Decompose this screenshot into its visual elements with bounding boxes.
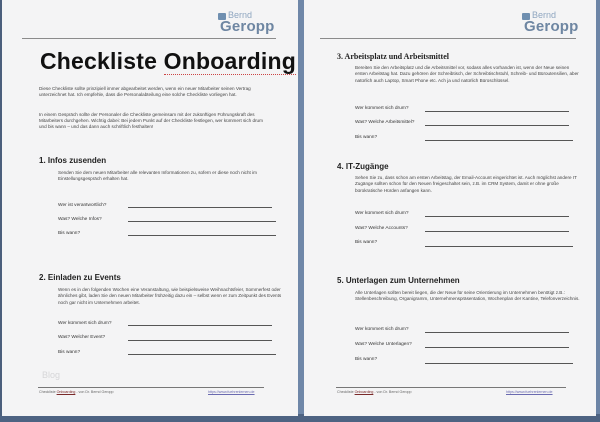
footer-left xyxy=(39,390,114,394)
field-label: Bis wann? xyxy=(58,231,81,236)
header-rule xyxy=(22,38,276,39)
fill-in-line[interactable] xyxy=(128,325,272,326)
blog-watermark: Blog xyxy=(42,370,61,380)
fill-in-line[interactable] xyxy=(425,140,573,141)
field-label: Wer kümmert sich drum? xyxy=(355,106,409,111)
fill-in-line[interactable] xyxy=(425,332,569,333)
logo xyxy=(218,10,278,36)
field-label: Wer ist verantwortlich? xyxy=(58,203,107,208)
footer-url-link[interactable]: https://www.fuehrenlernen.de xyxy=(208,390,255,394)
fill-in-line[interactable] xyxy=(425,246,573,247)
logo-last-name: Geropp xyxy=(524,18,579,35)
footer-prefix: Checkliste xyxy=(39,390,57,394)
section-text: Bereiten Sie den Arbeitsplatz und die Arbeitsmittel vor, sodass alles vorhanden ist, wenn der Neue seinen ersten Arbeitstag hat. Dazu gehören der Schreibtisch, der Schreibtischstuhl, Schreib- und Büroutensilien, aber natürlich auch Laptop, Smart Phone etc. Ach ja und natürlich Büroschlüssel. xyxy=(355,65,579,83)
section-text: Alle Unterlagen sollten bereit liegen, die der Neue für seine Orientierung im Unternehmen benötigt z.B.: Stellenbeschreibung, Organigramm, Unternehmenspräsentation, Wochenplan der Kantine, Telefonverzeichnis. xyxy=(355,290,580,302)
logo-first-name: Bernd xyxy=(228,10,253,20)
logo xyxy=(522,10,582,36)
field-label: Wer kümmert sich drum? xyxy=(355,327,409,332)
fill-in-line[interactable] xyxy=(128,235,276,236)
field-label: Was? Welcher Event? xyxy=(58,335,106,340)
fill-in-line[interactable] xyxy=(425,231,569,232)
footer-author: - von Dr. Bernd Geropp xyxy=(75,390,114,394)
window-edge xyxy=(596,0,600,422)
title-part-2: Onboarding xyxy=(163,48,296,74)
fill-in-line[interactable] xyxy=(128,221,276,222)
page-2 xyxy=(304,0,596,416)
fill-in-line[interactable] xyxy=(425,125,569,126)
field-label: Wer kümmert sich drum? xyxy=(58,321,112,326)
fill-in-line[interactable] xyxy=(425,347,569,348)
footer-author: - von Dr. Bernd Geropp xyxy=(373,390,412,394)
fill-in-line[interactable] xyxy=(128,340,272,341)
fill-in-line[interactable] xyxy=(425,216,569,217)
field-label: Was? Welche Infos? xyxy=(58,217,102,222)
section-heading: 2. Einladen zu Events xyxy=(39,273,121,282)
field-label: Bis wann? xyxy=(355,240,378,245)
footer-prefix: Checkliste xyxy=(337,390,355,394)
section-text: Wenn es in den folgenden Wochen eine Veranstaltung, wie beispielsweise Weihnachtsfeier, Sommerfest oder ähnliches gibt, laden Sie den neuen Mitarbeiter frühzeitig dazu ein – selbst wenn er zum Zeitpunkt des Events noch gar nicht im Unternehmen arbeitet. xyxy=(58,287,282,305)
field-label: Bis wann? xyxy=(58,350,81,355)
page-title xyxy=(40,48,296,75)
footer-rule xyxy=(38,387,264,388)
section-text: Sehen Sie zu, dass schon am ersten Arbeitstag, der Email-Account eingerichtet ist. Auch möglichst andere IT Zugänge sollten schon für den Neuen freigeschaltet sein, z.B. im CRM System, damit er ohne große bürokratische Hürden anfangen kann. xyxy=(355,175,577,193)
fill-in-line[interactable] xyxy=(128,354,276,355)
fill-in-line[interactable] xyxy=(128,207,272,208)
fill-in-line[interactable] xyxy=(425,363,573,364)
logo-first-name: Bernd xyxy=(532,10,557,20)
field-label: Was? Welche Accounts? xyxy=(355,226,408,231)
field-label: Bis wann? xyxy=(355,357,378,362)
section-heading: 1. Infos zusenden xyxy=(39,156,107,165)
footer-left xyxy=(337,390,412,394)
section-heading: 3. Arbeitsplatz und Arbeitsmittel xyxy=(337,52,449,61)
footer-onboarding-link[interactable]: Onboarding xyxy=(354,390,374,394)
field-label: Was? Welche Unterlagen? xyxy=(355,342,412,347)
field-label: Wer kümmert sich drum? xyxy=(355,211,409,216)
logo-last-name: Geropp xyxy=(220,18,275,35)
section-heading: 5. Unterlagen zum Unternehmen xyxy=(337,276,460,285)
footer-rule xyxy=(336,387,566,388)
header-rule xyxy=(320,38,576,39)
intro-paragraph-1: Diese Checkliste sollte prinzipiell immer abgearbeitet werden, wenn ein neuer Mitarbeiter seinen Vertrag unterzeichnet hat. Ich empfehle, dass die Personalabteilung eine solche Checkliste vorliegen hat. xyxy=(39,86,251,98)
footer-onboarding-link[interactable]: Onboarding xyxy=(56,390,76,394)
page-1 xyxy=(0,0,298,416)
section-text: Senden Sie dem neuen Mitarbeiter alle relevanten Informationen zu, sofern er diese noch nicht im Einstellungsgespräch erhalten hat. xyxy=(58,170,257,182)
field-label: Was? Welche Arbeitsmittel? xyxy=(355,120,415,125)
fill-in-line[interactable] xyxy=(425,111,569,112)
section-heading: 4. IT-Zugänge xyxy=(337,162,389,171)
intro-paragraph-2: In einem Gespräch sollte der Personaler die Checkliste gemeinsam mit der zukünftigen Führungskraft des Mitarbeiters durchgehen. Wichtig dabei: Bei jedem Punkt auf der Checkliste festlegen, wer kümmert sich drum und bis wann – und das dann auch schriftlich festhalten! xyxy=(39,112,263,130)
title-part-1: Checkliste xyxy=(40,48,164,74)
footer-url-link[interactable]: https://www.fuehrenlernen.de xyxy=(506,390,553,394)
field-label: Bis wann? xyxy=(355,135,378,140)
